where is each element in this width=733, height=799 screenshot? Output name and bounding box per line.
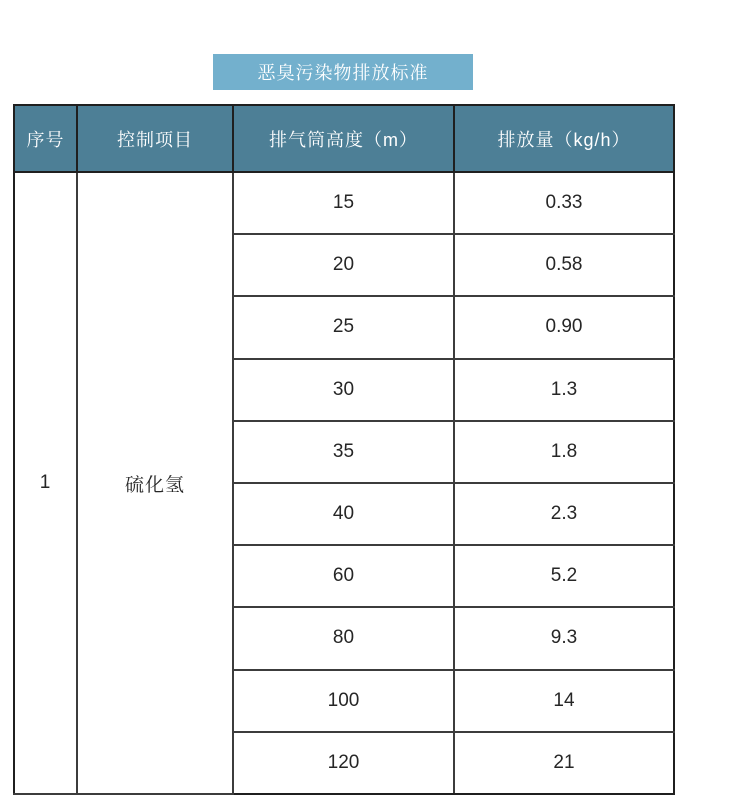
- emission-rate-cell: 5.2: [454, 545, 674, 607]
- table-header-row: [14, 105, 674, 172]
- emission-rate-cell: 1.3: [454, 359, 674, 421]
- stack-height-cell: 20: [233, 234, 454, 296]
- emission-standards-table: [13, 104, 675, 795]
- stack-height-cell: 120: [233, 732, 454, 794]
- stack-height-cell: 15: [233, 172, 454, 234]
- emission-rate-cell: 2.3: [454, 483, 674, 545]
- stack-height-cell: 80: [233, 607, 454, 669]
- stack-height-cell: 25: [233, 296, 454, 358]
- table-row: [14, 172, 674, 234]
- emission-rate-cell: 9.3: [454, 607, 674, 669]
- emission-rate-cell: 21: [454, 732, 674, 794]
- control-item-cell: 硫化氢: [77, 172, 233, 794]
- emission-rate-cell: 1.8: [454, 421, 674, 483]
- emission-rate-cell: 0.90: [454, 296, 674, 358]
- page-title: 恶臭污染物排放标准: [213, 54, 473, 90]
- col-header-serial-number: 序号: [14, 105, 77, 172]
- emission-rate-cell: 14: [454, 670, 674, 732]
- emission-rate-cell: 0.58: [454, 234, 674, 296]
- stack-height-cell: 60: [233, 545, 454, 607]
- emission-rate-cell: 0.33: [454, 172, 674, 234]
- serial-number-cell: 1: [14, 172, 77, 794]
- col-header-control-item: 控制项目: [77, 105, 233, 172]
- stack-height-cell: 40: [233, 483, 454, 545]
- col-header-stack-height: 排气筒高度（m）: [233, 105, 454, 172]
- stack-height-cell: 100: [233, 670, 454, 732]
- col-header-emission-rate: 排放量（kg/h）: [454, 105, 674, 172]
- stack-height-cell: 35: [233, 421, 454, 483]
- stack-height-cell: 30: [233, 359, 454, 421]
